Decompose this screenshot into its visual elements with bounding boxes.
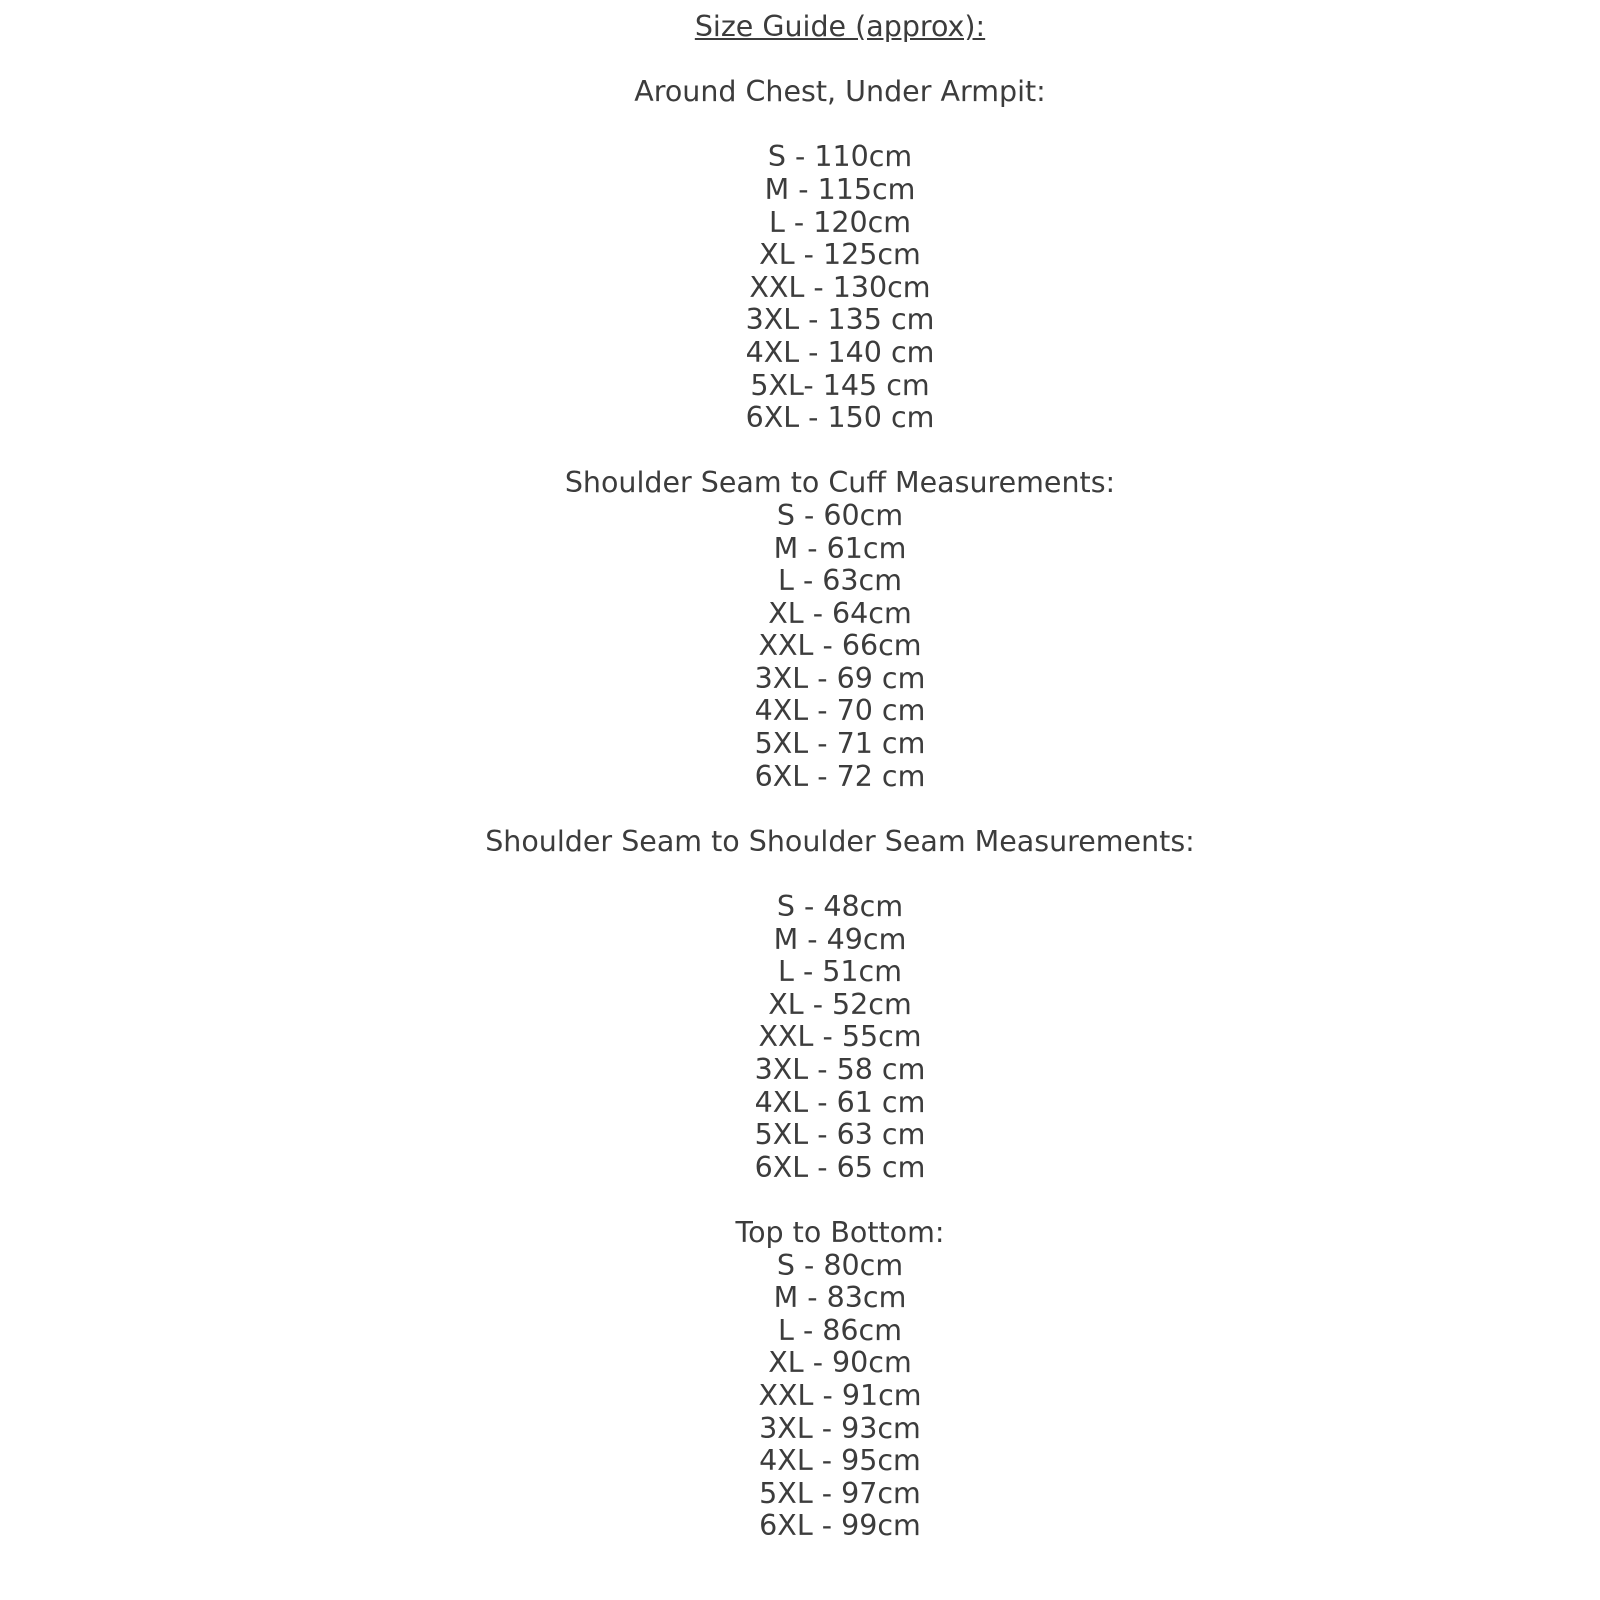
section-heading: Around Chest, Under Armpit: <box>634 75 1046 109</box>
size-item: 3XL - 135 cm <box>745 303 935 337</box>
size-item: 3XL - 69 cm <box>754 661 926 695</box>
size-item: XXL - 130cm <box>749 270 931 304</box>
size-section <box>80 76 1600 435</box>
size-item: 3XL - 58 cm <box>754 1053 926 1086</box>
size-item: XL - 125cm <box>759 238 921 272</box>
size-item: XL - 52cm <box>768 987 912 1021</box>
section-heading: Shoulder Seam to Cuff Measurements: <box>564 466 1116 500</box>
section-items <box>80 500 1600 793</box>
size-item: S - 80cm <box>776 1248 904 1282</box>
size-item: M - 115cm <box>764 172 916 206</box>
section-heading: Shoulder Seam to Shoulder Seam Measurements: <box>485 824 1195 858</box>
size-item: 6XL - 65 cm <box>754 1150 926 1184</box>
size-section <box>80 826 1600 1185</box>
size-item: S - 60cm <box>776 498 904 532</box>
size-item: S - 110cm <box>767 140 913 174</box>
size-item: 4XL - 61 cm <box>754 1085 926 1119</box>
size-section <box>80 467 1600 793</box>
size-item: XL - 64cm <box>768 596 912 630</box>
size-item: L - 63cm <box>778 564 902 598</box>
section-items <box>80 141 1600 434</box>
size-item: XXL - 91cm <box>758 1378 922 1412</box>
size-item: 4XL - 70 cm <box>754 694 926 728</box>
size-item: 5XL - 97cm <box>759 1476 921 1510</box>
size-item: 6XL - 72 cm <box>754 759 926 793</box>
size-item: 6XL - 99cm <box>759 1509 921 1543</box>
page-title: Size Guide (approx): <box>694 10 986 43</box>
size-item: 5XL - 63 cm <box>754 1118 926 1152</box>
size-section <box>80 1217 1600 1543</box>
size-item: L - 120cm <box>768 205 912 239</box>
size-item: 6XL - 150 cm <box>745 401 935 435</box>
size-item: L - 86cm <box>778 1313 902 1347</box>
size-item: L - 51cm <box>778 955 902 989</box>
size-item: M - 49cm <box>773 922 907 956</box>
size-item: M - 61cm <box>773 531 907 565</box>
size-item: XL - 90cm <box>768 1346 912 1380</box>
size-item: S - 48cm <box>776 890 904 924</box>
section-heading: Top to Bottom: <box>735 1215 945 1249</box>
size-item: M - 83cm <box>773 1281 907 1315</box>
sections-container <box>80 76 1600 1543</box>
size-item: 5XL - 71 cm <box>754 727 926 761</box>
section-items <box>80 891 1600 1184</box>
size-item: 5XL- 145 cm <box>750 368 930 402</box>
size-item: XXL - 66cm <box>758 629 922 663</box>
section-items <box>80 1250 1600 1543</box>
size-item: XXL - 55cm <box>758 1020 922 1054</box>
size-item: 3XL - 93cm <box>759 1411 921 1445</box>
size-item: 4XL - 95cm <box>759 1444 921 1478</box>
size-item: 4XL - 140 cm <box>745 335 935 369</box>
